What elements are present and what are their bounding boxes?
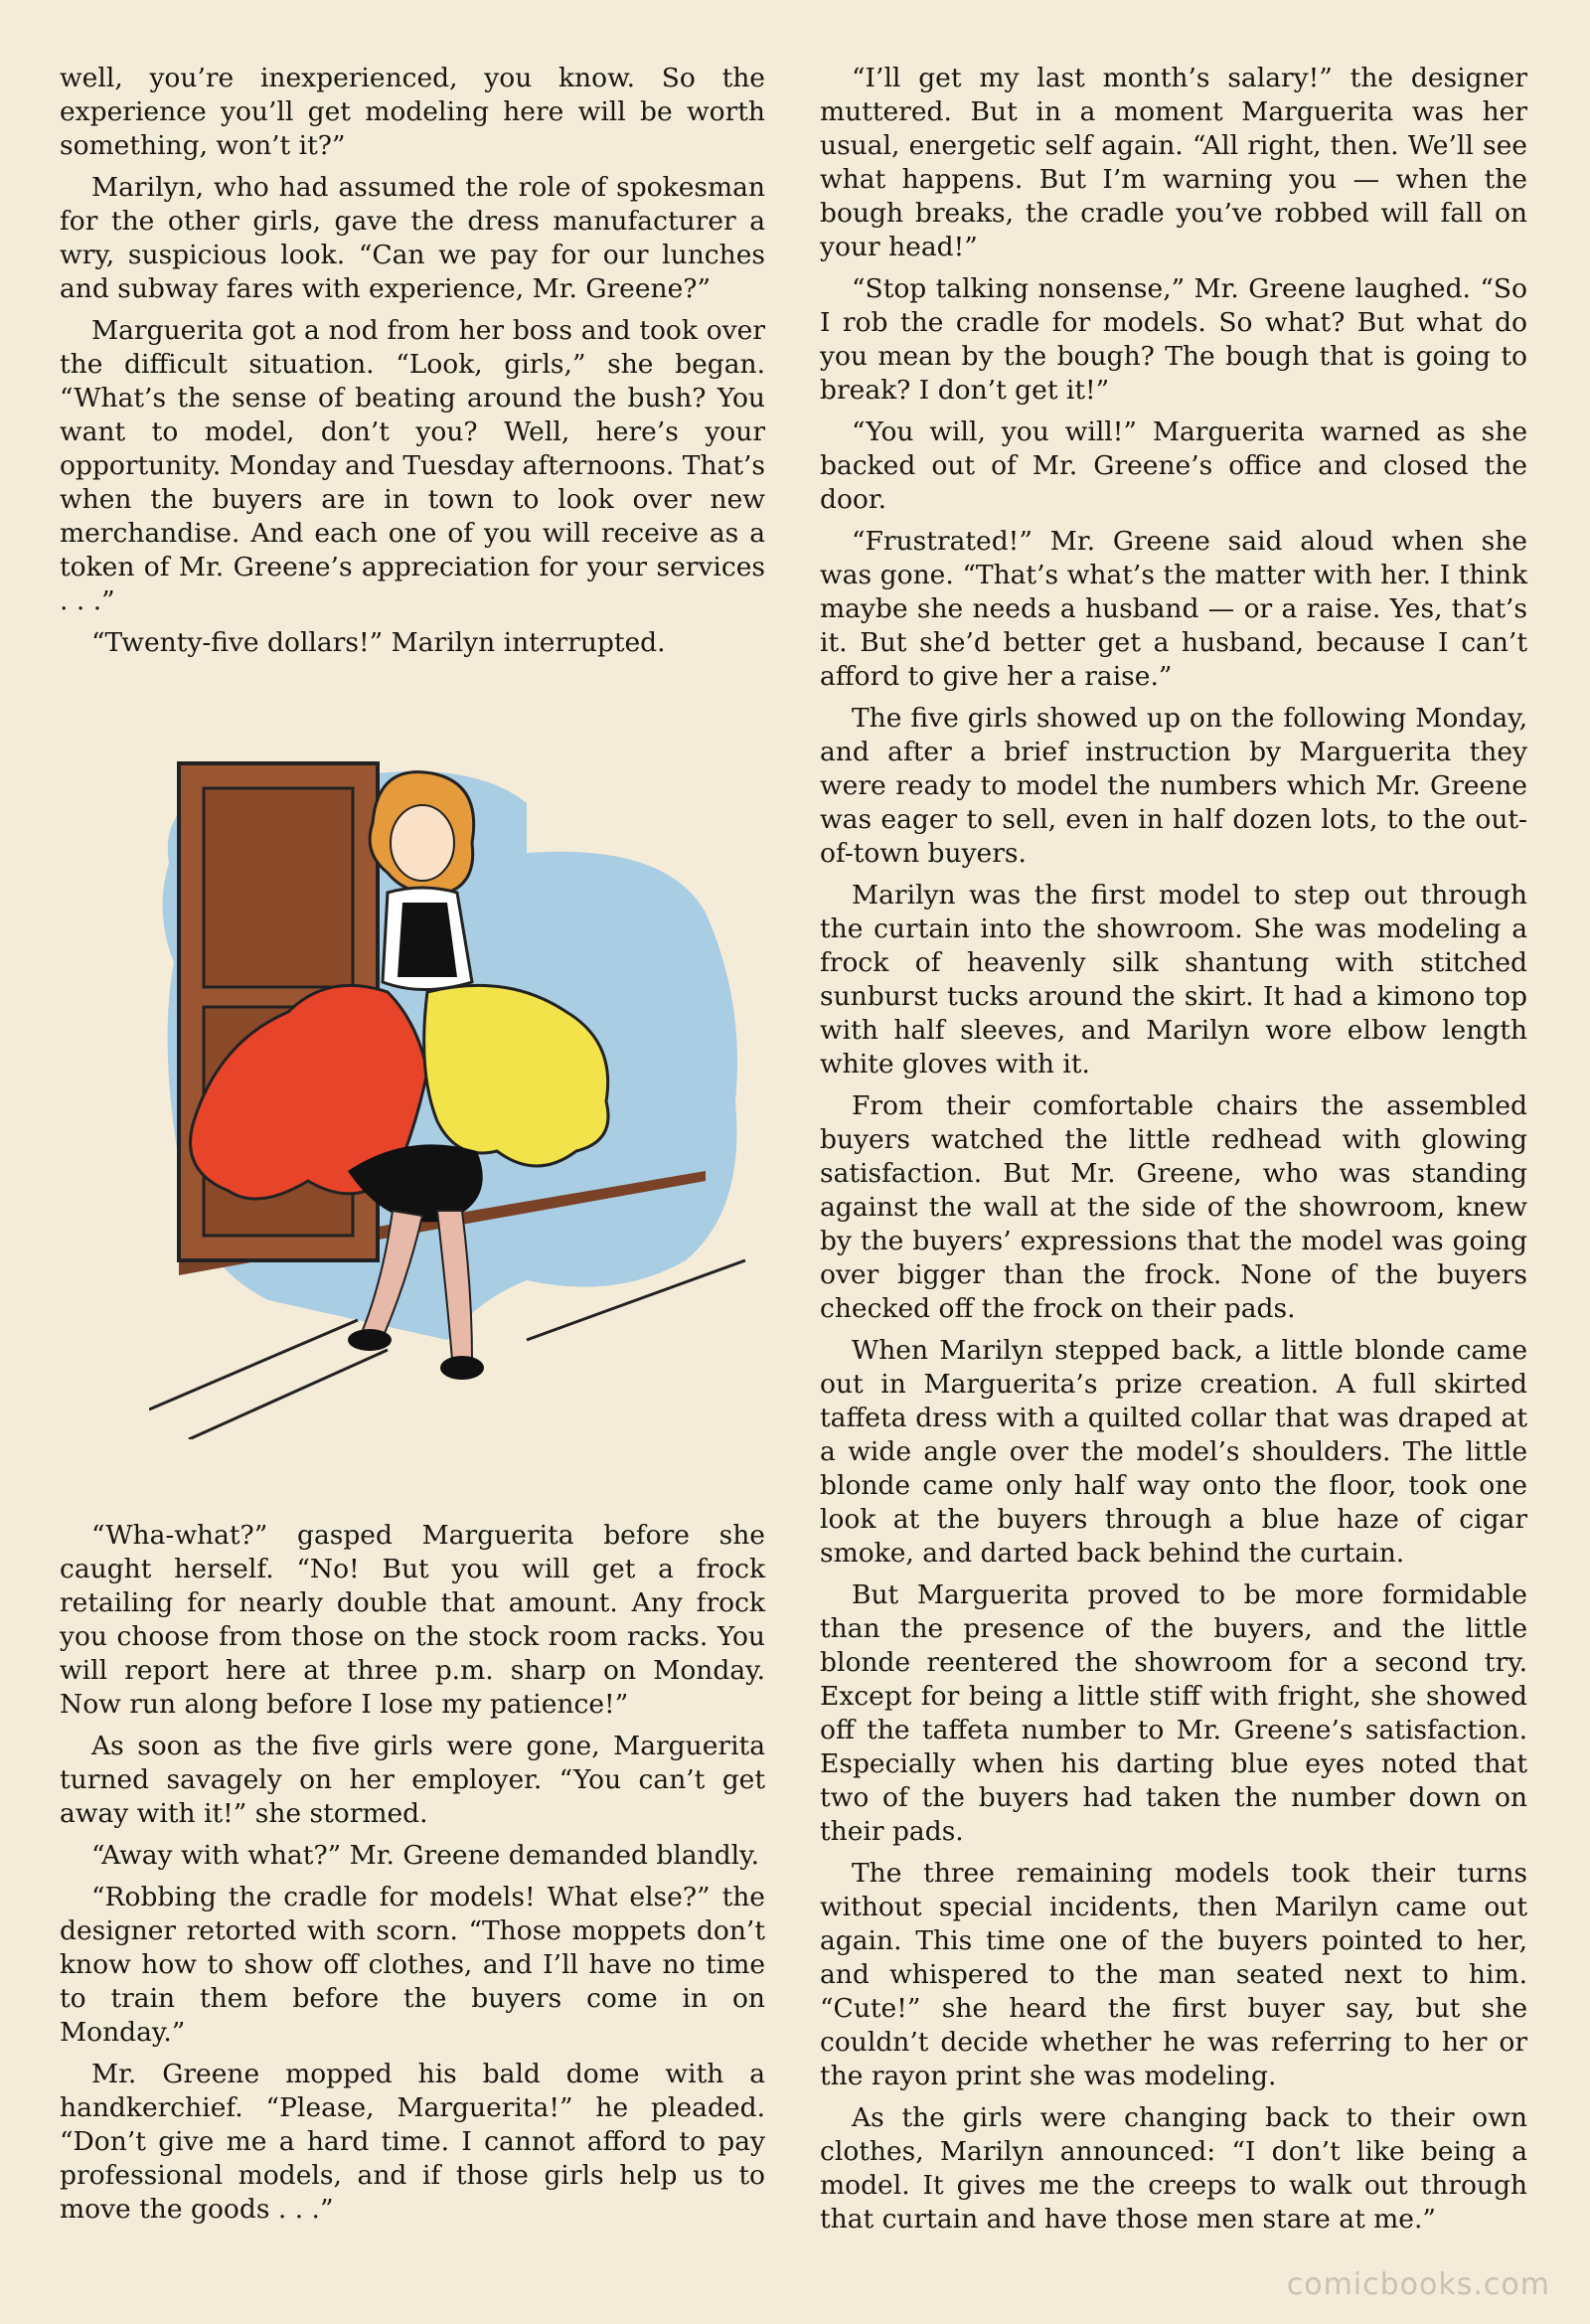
paragraph: Marilyn was the first model to step out through the curtain into the showroom. She was modeling a frock of heavenly silk shantung with stitched sunburst tucks around the skirt. It had a kimono top with half sleeves, and Marilyn wore elbow length white gloves with it. xyxy=(820,880,1527,1079)
vest xyxy=(398,903,457,977)
paragraph: The three remaining models took their turns without special incidents, then Marilyn came out again. This time one of the buyers pointed to her, and whispered to the man seated next to him. “Cute!” she heard the first buyer say, but she couldn’t decide whether he was referring to her or the rayon print she was modeling. xyxy=(820,1858,1527,2091)
left-column-bottom xyxy=(60,1519,765,2235)
paragraph: As soon as the five girls were gone, Marguerita turned savagely on her employer. “You can’t get away with it!” she stormed. xyxy=(60,1731,765,1829)
floor-line xyxy=(189,1350,388,1439)
right-column xyxy=(820,62,1527,2244)
floor-line xyxy=(149,1320,358,1410)
watermark: comicbooks.com xyxy=(1286,2267,1550,2302)
paragraph: “Frustrated!” Mr. Greene said aloud when she was gone. “That’s what’s the matter with her. I think maybe she needs a husband — or a raise. Yes, that’s it. But she’d better get a husband, because I can’t afford to give her a raise.” xyxy=(820,526,1527,692)
paragraph: “Away with what?” Mr. Greene demanded blandly. xyxy=(91,1840,760,1871)
left-column-top xyxy=(60,62,765,668)
paragraph: But Marguerita proved to be more formidable than the presence of the buyers, and the little blonde reentered the showroom for a second try. Except for being a little stiff with fright, she showed off the taffeta number to Mr. Greene’s satisfaction. Especially when his darting blue eyes noted that two of the buyers had taken the number down on their pads. xyxy=(820,1579,1527,1847)
paragraph: From their comfortable chairs the assembled buyers watched the little redhead with glowing satisfaction. But Mr. Greene, who was standing against the wall at the side of the showroom, knew by the buyers’ expressions that the model was going over bigger than the frock. None of the buyers checked off the frock on their pads. xyxy=(820,1090,1527,1324)
paragraph: “I’ll get my last month’s salary!” the designer muttered. But in a moment Marguerita was her usual, energetic self again. “All right, then. We’ll see what happens. But I’m warning you — when the bough breaks, the cradle you’ve robbed will fall on your head!” xyxy=(820,63,1527,262)
paragraph: Marguerita got a nod from her boss and took over the difficult situation. “Look, girls,” she began. “What’s the sense of beating around the bush? You want to model, don’t you? Well, here’s your opportunity. Monday and Tuesday afternoons. That’s when the buyers are in town to look over new merchandise. And each one of you will receive as a token of Mr. Greene’s appreciation for your services . . .” xyxy=(60,315,765,616)
paragraph: “Stop talking nonsense,” Mr. Greene laughed. “So I rob the cradle for models. So what? But what do you mean by the bough? The bough that is going to break? I don’t get it!” xyxy=(820,273,1527,406)
paragraph: When Marilyn stepped back, a little blonde came out in Marguerita’s prize creation. A full skirted taffeta dress with a quilted collar that was draped at a wide angle over the model’s shoulders. The little blonde came only half way onto the floor, took one look at the buyers through a blue haze of cigar smoke, and darted back behind the curtain. xyxy=(820,1335,1527,1569)
paragraph: “Wha-what?” gasped Marguerita before she caught herself. “No! But you will get a frock retailing for nearly double that amount. Any frock you choose from those on the stock room racks. You will report here at three p.m. sharp on Monday. Now run along before I lose my patience!” xyxy=(60,1520,765,1720)
paragraph: As the girls were changing back to their own clothes, Marilyn announced: “I don’t like being a model. It gives me the creeps to walk out through that curtain and have those men stare at me.” xyxy=(820,2102,1527,2235)
paragraph: Marilyn, who had assumed the role of spokesman for the other girls, gave the dress manufacturer a wry, suspicious look. “Can we pay for our lunches and subway fares with experience, Mr. Greene?” xyxy=(60,172,765,304)
paragraph: Mr. Greene mopped his bald dome with a handkerchief. “Please, Marguerita!” he pleaded. “Don’t give me a hard time. I cannot afford to pay professional models, and if those girls help us to move the goods . . .” xyxy=(60,2059,765,2225)
illustration-girl-running-through-door xyxy=(149,744,755,1439)
door-panel xyxy=(204,788,353,987)
paragraph: “You will, you will!” Marguerita warned as she backed out of Mr. Greene’s office and closed the door. xyxy=(820,416,1527,515)
shoe xyxy=(348,1329,392,1351)
paragraph: The five girls showed up on the following Monday, and after a brief instruction by Marguerita they were ready to model the numbers which Mr. Greene was eager to sell, even in half dozen lots, to the out-of-town buyers. xyxy=(820,703,1527,869)
face xyxy=(391,805,454,881)
paragraph: well, you’re inexperienced, you know. So the experience you’ll get modeling here will be worth something, won’t it?” xyxy=(60,63,765,161)
paragraph: “Robbing the cradle for models! What else?” the designer retorted with scorn. “Those moppets don’t know how to show off clothes, and I’ll have no time to train them before the buyers come in on Monday.” xyxy=(60,1882,765,2048)
paragraph: “Twenty-five dollars!” Marilyn interrupted. xyxy=(91,627,666,658)
shoe xyxy=(440,1356,484,1380)
